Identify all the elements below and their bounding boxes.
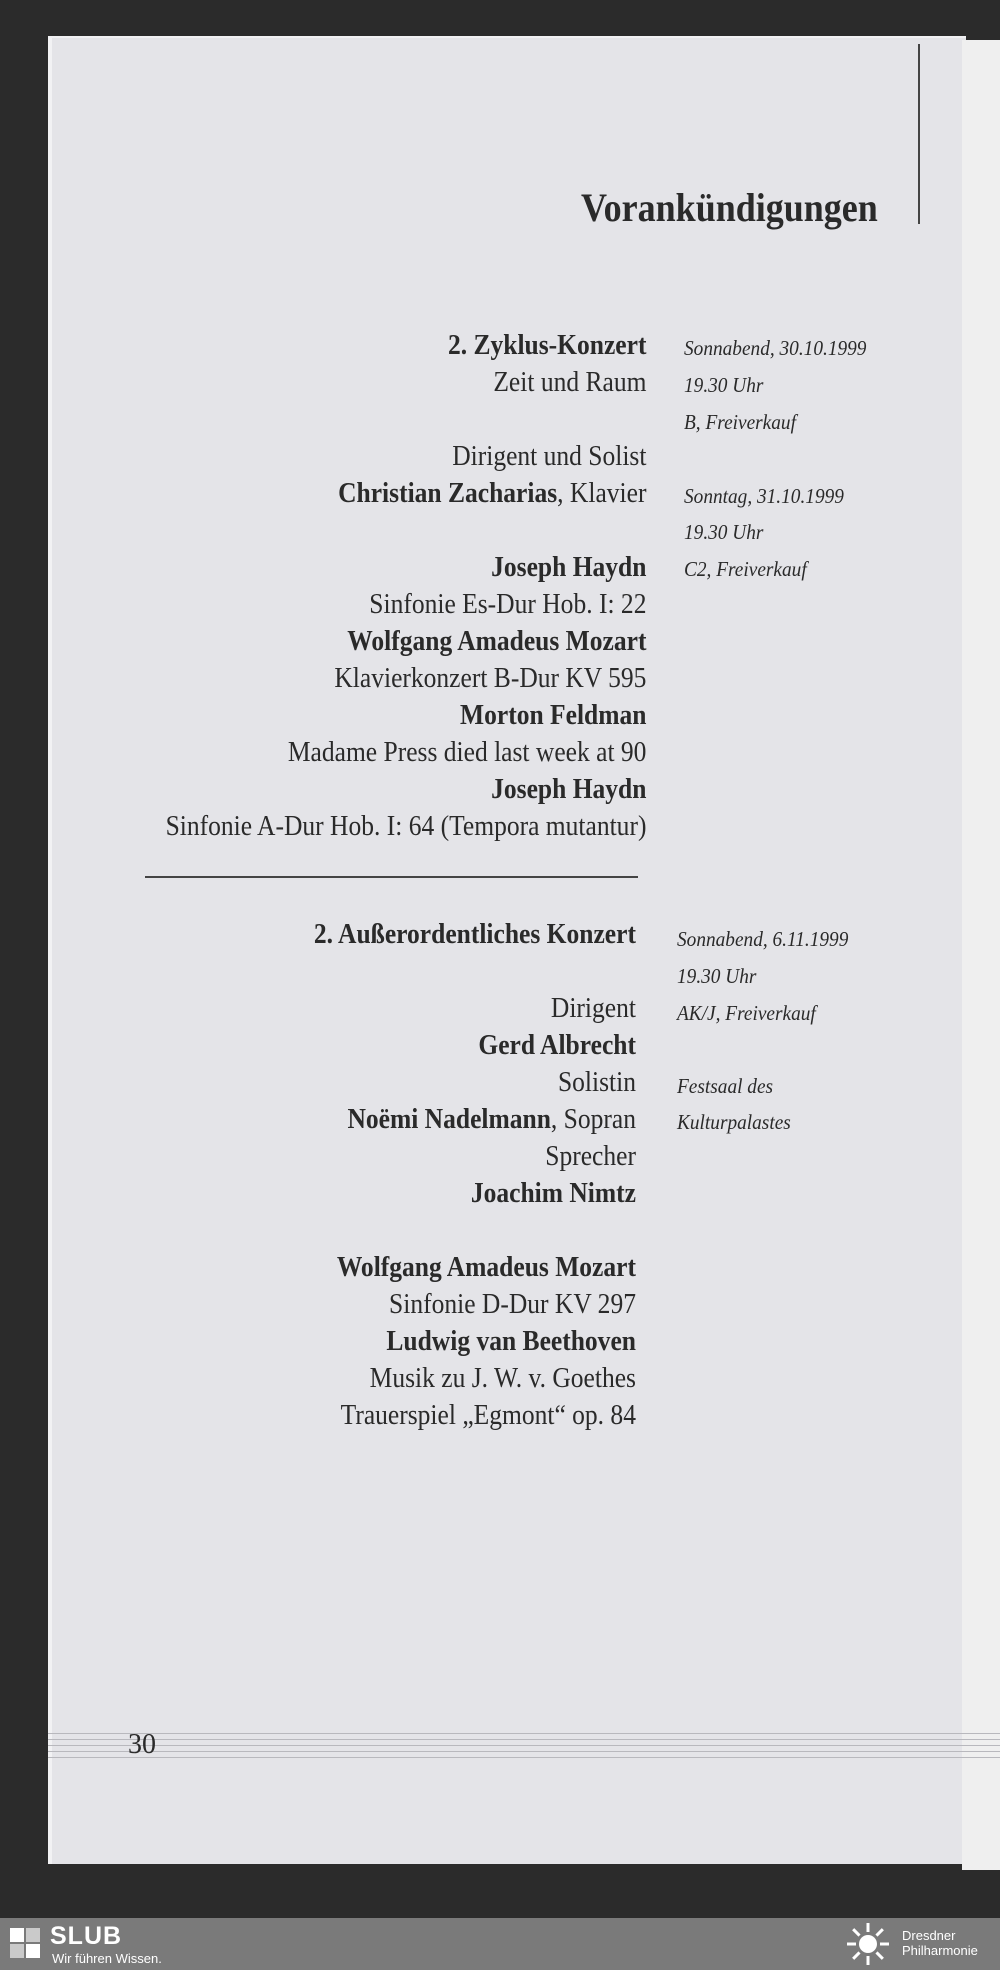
concert-1-program: [165, 327, 646, 845]
program-line: [165, 808, 646, 845]
page-number: 30: [128, 1729, 156, 1760]
adjacent-page-edge: [962, 40, 1000, 1870]
program-line: [314, 1101, 636, 1138]
partner-name-line-1: Dresdner: [902, 1928, 956, 1943]
philharmonie-logo-icon: [842, 1922, 894, 1966]
page-heading: Vorankündigungen: [581, 185, 878, 230]
program-line: [314, 1360, 636, 1397]
staff-line: [48, 1757, 1000, 1758]
program-line: [314, 1027, 636, 1064]
header-rule: [918, 44, 920, 224]
program-line: [314, 1286, 636, 1323]
program-line: [314, 1175, 636, 1212]
program-name: Morton Feldman: [459, 699, 646, 731]
program-text: Musik zu J. W. v. Goethes: [369, 1362, 636, 1394]
program-line: [165, 327, 646, 364]
program-name: Wolfgang Amadeus Mozart: [336, 1251, 636, 1283]
staff-line: [48, 1739, 1000, 1740]
program-line: [314, 1064, 636, 1101]
program-line: [314, 916, 636, 953]
program-text: Sinfonie A-Dur Hob. I: 64 (Tempora mutantur): [165, 810, 646, 842]
concert-2-time: 19.30 Uhr: [677, 964, 757, 988]
program-line: [165, 771, 646, 808]
staff-line: [48, 1745, 1000, 1746]
program-line: [314, 1138, 636, 1175]
program-text: Dirigent: [550, 992, 636, 1024]
footer-bar: [0, 1918, 1000, 1970]
program-text: Sinfonie Es-Dur Hob. I: 22: [368, 588, 646, 620]
program-text: Klavierkonzert B-Dur KV 595: [333, 662, 646, 694]
program-line: [165, 660, 646, 697]
blank-line: [314, 1212, 636, 1249]
concert-2-program: [314, 916, 636, 1434]
blank-line: [314, 953, 636, 990]
program-text: Madame Press died last week at 90: [287, 736, 646, 768]
program-line: [314, 1323, 636, 1360]
program-line: [165, 438, 646, 475]
program-name: Joseph Haydn: [490, 773, 646, 805]
program-line: [165, 586, 646, 623]
program-line: [165, 364, 646, 401]
program-name: 2. Außerordentliches Konzert: [313, 918, 636, 950]
program-text: Zeit und Raum: [492, 366, 646, 398]
program-text: Sinfonie D-Dur KV 297: [389, 1288, 636, 1320]
staff-line: [48, 1733, 1000, 1734]
program-name: Gerd Albrecht: [478, 1029, 636, 1061]
slub-name[interactable]: SLUB: [50, 1922, 123, 1950]
program-name: Christian Zacharias: [337, 477, 557, 509]
partner-name[interactable]: [902, 1928, 978, 1958]
program-name: Joseph Haydn: [490, 551, 646, 583]
program-text: Dirigent und Solist: [451, 440, 646, 472]
section-divider: [145, 876, 638, 878]
program-line: [165, 697, 646, 734]
program-line: [165, 623, 646, 660]
program-line: [314, 1397, 636, 1434]
program-name: Joachim Nimtz: [470, 1177, 636, 1209]
program-role: , Sopran: [550, 1103, 636, 1135]
program-role: , Klavier: [556, 477, 646, 509]
blank-line: [165, 512, 646, 549]
program-name: Noëmi Nadelmann: [347, 1103, 551, 1135]
program-line: [165, 549, 646, 586]
partner-name-line-2: Philharmonie: [902, 1943, 978, 1958]
program-text: Sprecher: [545, 1140, 636, 1172]
concert-2-date: Sonnabend, 6.11.1999: [677, 927, 849, 951]
program-line: [165, 475, 646, 512]
concert-1-tickets-1: B, Freiverkauf: [684, 410, 796, 434]
program-line: [314, 1249, 636, 1286]
concert-1-date-2: Sonntag, 31.10.1999: [684, 484, 844, 508]
program-name: 2. Zyklus-Konzert: [447, 329, 646, 361]
concert-1-time-2: 19.30 Uhr: [684, 520, 764, 544]
concert-1-time-1: 19.30 Uhr: [684, 373, 764, 397]
slub-logo-icon: [10, 1928, 42, 1958]
blank-line: [165, 401, 646, 438]
concert-2-tickets: AK/J, Freiverkauf: [677, 1001, 816, 1025]
concert-2-venue-2: Kulturpalastes: [677, 1110, 791, 1134]
program-text: Solistin: [557, 1066, 636, 1098]
staff-line: [48, 1751, 1000, 1752]
program-text: Trauerspiel „Egmont“ op. 84: [340, 1399, 636, 1431]
concert-1-date-1: Sonnabend, 30.10.1999: [684, 336, 867, 360]
program-name: Wolfgang Amadeus Mozart: [346, 625, 646, 657]
concert-1-tickets-2: C2, Freiverkauf: [684, 557, 807, 581]
program-line: [165, 734, 646, 771]
program-line: [314, 990, 636, 1027]
concert-2-venue-1: Festsaal des: [677, 1074, 774, 1098]
slub-tagline: Wir führen Wissen.: [52, 1951, 162, 1966]
program-name: Ludwig van Beethoven: [386, 1325, 636, 1357]
